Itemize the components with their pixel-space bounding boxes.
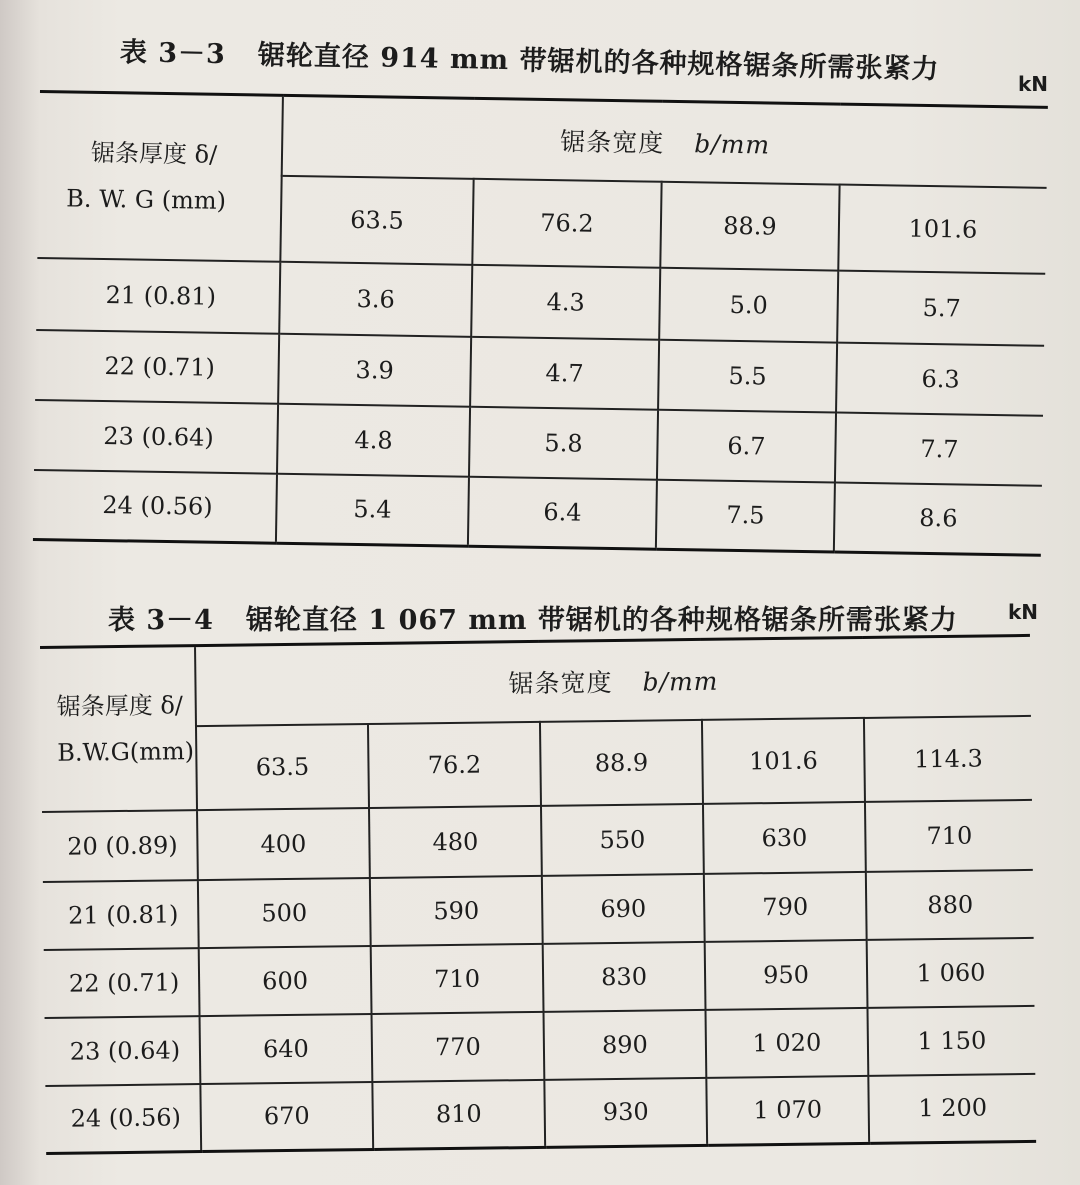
width-header-label: 锯条宽度 xyxy=(560,126,665,158)
column-header: 63.5 xyxy=(196,723,369,809)
table-cell: 7.7 xyxy=(835,412,1043,485)
table-cell: 690 xyxy=(542,873,705,943)
table-cell: 4.7 xyxy=(470,336,659,409)
table-cell: 930 xyxy=(544,1077,707,1147)
stub-header-line1: 锯条厚度 δ/ xyxy=(56,691,184,721)
table-cell: 630 xyxy=(703,801,866,873)
table-cell: 790 xyxy=(704,871,867,941)
table-row xyxy=(42,799,1033,881)
table-cell: 8.6 xyxy=(834,482,1042,555)
table-cell: 6.3 xyxy=(836,342,1044,415)
width-header-label: 锯条宽度 xyxy=(508,667,613,699)
table-cell: 1 150 xyxy=(867,1005,1035,1075)
table-cell: 710 xyxy=(865,799,1033,871)
table-cell: 3.6 xyxy=(279,261,472,336)
width-header xyxy=(282,95,1048,187)
column-header: 63.5 xyxy=(280,175,473,264)
width-header-unit: b/mm xyxy=(642,666,719,697)
table-cell: 400 xyxy=(197,807,370,879)
table-cell: 810 xyxy=(372,1079,545,1149)
table-cell: 1 020 xyxy=(705,1007,868,1077)
table-cell: 4.3 xyxy=(471,264,660,339)
table-cell: 710 xyxy=(371,943,544,1013)
row-label: 21 (0.81) xyxy=(36,257,280,333)
stub-header xyxy=(37,91,283,261)
tension-table-914 xyxy=(33,90,1048,557)
row-label: 21 (0.81) xyxy=(43,880,199,950)
table-cell: 5.4 xyxy=(276,473,469,546)
table-cell: 4.8 xyxy=(277,403,470,476)
table-cell: 880 xyxy=(866,869,1034,939)
column-header: 88.9 xyxy=(540,719,703,805)
table-row xyxy=(45,1073,1036,1153)
table-row xyxy=(43,869,1034,949)
table-cell: 550 xyxy=(541,803,704,875)
column-header: 88.9 xyxy=(660,181,839,270)
row-label: 24 (0.56) xyxy=(33,469,277,543)
table-cell: 7.5 xyxy=(656,479,835,552)
table-caption xyxy=(120,30,940,86)
table-cell: 640 xyxy=(200,1013,373,1083)
table-number: 表 3－3 xyxy=(119,37,227,71)
table-caption xyxy=(108,598,958,637)
table-cell: 590 xyxy=(370,875,543,945)
column-header: 76.2 xyxy=(472,178,661,267)
table-3-4-section xyxy=(0,580,1080,1180)
row-label: 23 (0.64) xyxy=(34,399,278,473)
table-cell: 5.8 xyxy=(469,406,658,479)
table-cell: 5.0 xyxy=(659,267,838,342)
table-cell: 5.7 xyxy=(837,270,1045,345)
table-title: 锯轮直径 914 mm 带锯机的各种规格锯条所需张紧力 xyxy=(257,39,940,86)
table-cell: 1 200 xyxy=(868,1073,1036,1143)
row-label: 22 (0.71) xyxy=(35,329,279,403)
table-cell: 3.9 xyxy=(278,333,471,406)
table-cell: 480 xyxy=(369,805,542,877)
table-row xyxy=(33,469,1042,555)
table-cell: 950 xyxy=(705,939,868,1009)
table-3-3-section xyxy=(0,0,1080,560)
table-cell: 6.4 xyxy=(468,476,657,549)
table-cell: 1 060 xyxy=(867,937,1035,1007)
table-row xyxy=(44,937,1035,1017)
row-label: 20 (0.89) xyxy=(42,810,198,882)
stub-header-line2: B. W. G (mm) xyxy=(66,184,227,215)
stub-header-line2: B.W.G(mm) xyxy=(57,736,195,767)
width-header xyxy=(195,635,1031,725)
table-cell: 670 xyxy=(200,1081,373,1151)
column-header: 76.2 xyxy=(368,721,541,807)
table-row xyxy=(45,1005,1036,1085)
row-label: 24 (0.56) xyxy=(45,1084,201,1154)
table-cell: 830 xyxy=(543,941,706,1011)
column-header: 101.6 xyxy=(838,184,1046,273)
column-header: 101.6 xyxy=(702,717,865,803)
unit-label: kN xyxy=(1008,600,1039,624)
table-cell: 1 070 xyxy=(706,1075,869,1145)
row-label: 23 (0.64) xyxy=(45,1016,201,1086)
table-cell: 600 xyxy=(199,945,372,1015)
stub-header-line1: 锯条厚度 δ/ xyxy=(90,138,218,169)
width-header-unit: b/mm xyxy=(694,129,771,160)
column-header: 114.3 xyxy=(864,715,1032,801)
unit-label: kN xyxy=(1018,72,1049,96)
table-cell: 890 xyxy=(544,1009,707,1079)
stub-header xyxy=(40,646,197,812)
table-title: 锯轮直径 1 067 mm 带锯机的各种规格锯条所需张紧力 xyxy=(245,605,958,636)
row-label: 22 (0.71) xyxy=(44,948,200,1018)
table-cell: 5.5 xyxy=(658,339,837,412)
table-cell: 770 xyxy=(372,1011,545,1081)
tension-table-1067 xyxy=(40,634,1036,1155)
table-number: 表 3－4 xyxy=(108,605,214,636)
table-cell: 6.7 xyxy=(657,409,836,482)
table-cell: 500 xyxy=(198,877,371,947)
